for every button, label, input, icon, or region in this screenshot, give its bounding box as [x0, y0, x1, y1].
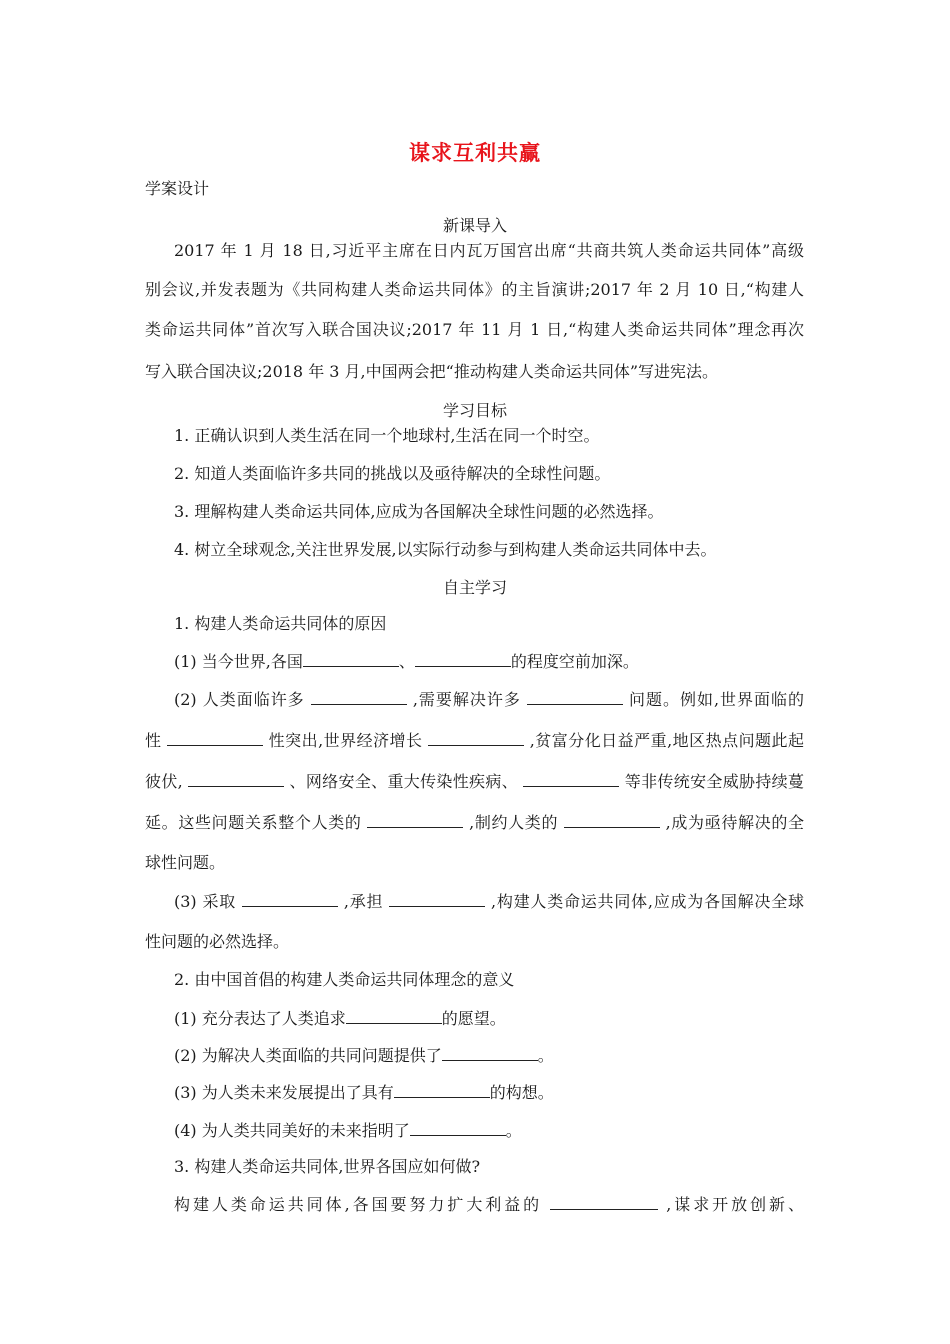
question-1-item-2-line: 球性问题。 [145, 853, 226, 872]
question-1-item-3: (3) 采取 ,承担 ,构建人类命运共同体,应成为各国解决全球 [174, 892, 804, 911]
question-2-item-2: (2) 为解决人类面临的共同问题提供了 。 [174, 1046, 554, 1065]
question-1-item-2-line: 彼伏, 、网络安全、重大传染性疾病、 等非传统安全威胁持续蔓 [145, 772, 804, 791]
answer-blank[interactable] [394, 1083, 490, 1098]
answer-blank[interactable] [410, 1121, 506, 1136]
goal-item: 2. 知道人类面临许多共同的挑战以及亟待解决的全球性问题。 [174, 464, 611, 483]
answer-blank[interactable] [311, 690, 407, 705]
question-1-item-1: (1) 当今世界,各国 、 的程度空前加深。 [174, 652, 639, 671]
answer-blank[interactable] [442, 1046, 538, 1061]
intro-line: 别会议,并发表题为《共同构建人类命运共同体》的主旨演讲;2017 年 2 月 10 日,“构建人 [145, 280, 804, 299]
self-study-heading: 自主学习 [442, 578, 507, 597]
answer-blank[interactable] [242, 892, 338, 907]
question-1-item-3-line: 性问题的必然选择。 [145, 932, 290, 951]
goal-item: 3. 理解构建人类命运共同体,应成为各国解决全球性问题的必然选择。 [174, 502, 664, 521]
intro-line: 写入联合国决议;2018 年 3 月,中国两会把“推动构建人类命运共同体”写进宪法。 [145, 362, 718, 381]
page-title: 谋求互利共赢 [409, 141, 541, 165]
question-2-item-1: (1) 充分表达了人类追求 的愿望。 [174, 1009, 506, 1028]
answer-blank[interactable] [550, 1195, 658, 1210]
answer-blank[interactable] [346, 1009, 442, 1024]
question-1-item-2-line: 延。这些问题关系整个人类的 ,制约人类的 ,成为亟待解决的全 [145, 813, 804, 832]
answer-blank[interactable] [389, 892, 485, 907]
question-3-title: 3. 构建人类命运共同体,世界各国应如何做? [174, 1157, 481, 1176]
question-1-item-2: (2) 人类面临许多 ,需要解决许多 问题。例如,世界面临的 [174, 690, 804, 709]
answer-blank[interactable] [564, 813, 660, 828]
intro-line: 类命运共同体”首次写入联合国决议;2017 年 11 月 1 日,“构建人类命运共同体”理念再次 [145, 320, 804, 339]
answer-blank[interactable] [367, 813, 463, 828]
answer-blank[interactable] [523, 772, 619, 787]
question-2-title: 2. 由中国首倡的构建人类命运共同体理念的意义 [174, 970, 515, 989]
goal-item: 1. 正确认识到人类生活在同一个地球村,生活在同一个时空。 [174, 426, 600, 445]
answer-blank[interactable] [303, 652, 399, 667]
question-1-item-2-line: 性 性突出,世界经济增长 ,贫富分化日益严重,地区热点问题此起 [145, 731, 805, 750]
intro-line: 2017 年 1 月 18 日,习近平主席在日内瓦万国宫出席“共商共筑人类命运共同体”高级 [174, 241, 804, 260]
question-2-item-3: (3) 为人类未来发展提出了具有 的构想。 [174, 1083, 554, 1102]
answer-blank[interactable] [188, 772, 284, 787]
answer-blank[interactable] [527, 690, 623, 705]
goals-heading: 学习目标 [442, 401, 507, 420]
question-2-item-4: (4) 为人类共同美好的未来指明了 。 [174, 1121, 522, 1140]
section-label: 学案设计 [145, 179, 210, 198]
answer-blank[interactable] [415, 652, 511, 667]
answer-blank[interactable] [428, 731, 524, 746]
intro-heading: 新课导入 [442, 216, 507, 235]
goal-item: 4. 树立全球观念,关注世界发展,以实际行动参与到构建人类命运共同体中去。 [174, 540, 717, 559]
question-1-title: 1. 构建人类命运共同体的原因 [174, 614, 387, 633]
question-3-line: 构建人类命运共同体,各国要努力扩大利益的 ,谋求开放创新、 [174, 1195, 804, 1214]
answer-blank[interactable] [167, 731, 263, 746]
